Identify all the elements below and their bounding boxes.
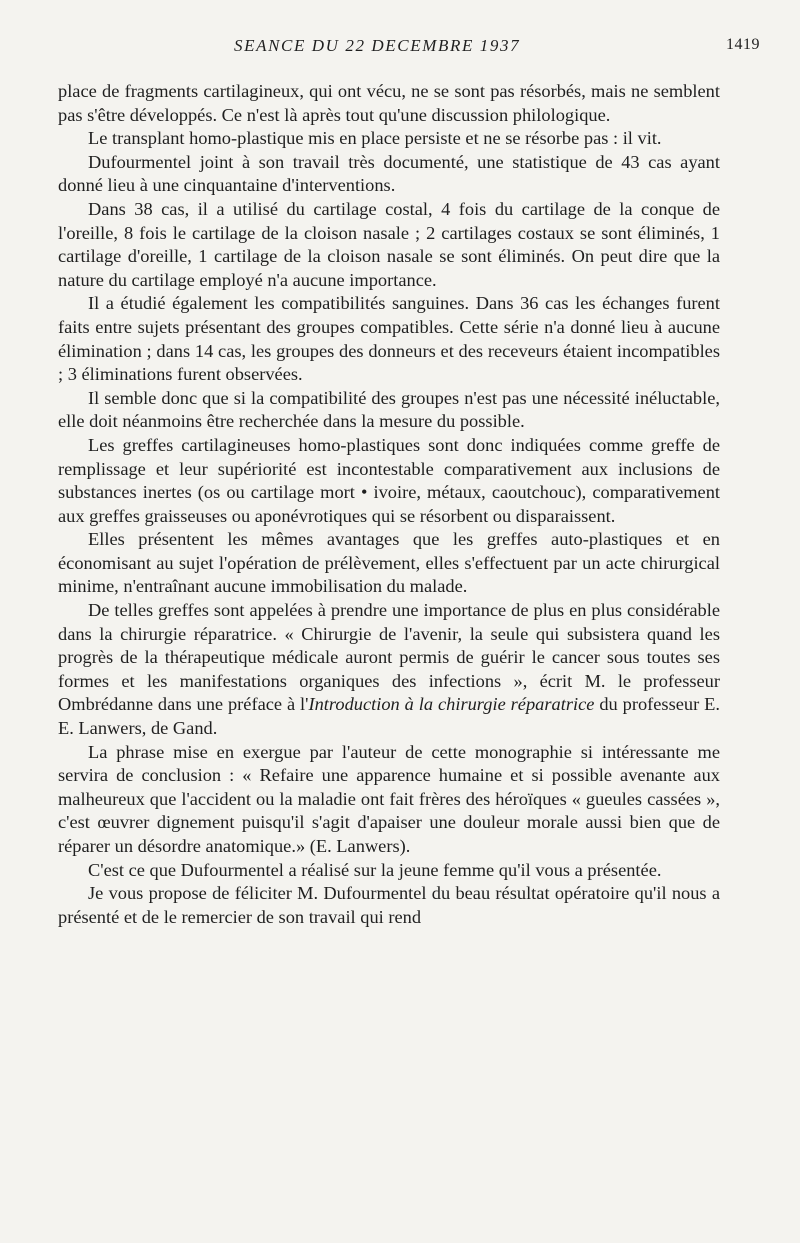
paragraph: Je vous propose de féliciter M. Dufourmentel du beau résultat opératoire qu'il nous a présenté et de le remercier de son travail qui rend	[58, 883, 720, 927]
paragraph: place de fragments cartilagineux, qui ont vécu, ne se sont pas résorbés, mais ne semblent pas s'être développés. Ce n'est là après tout qu'une discussion philologique.	[58, 81, 720, 125]
paragraph: Il a étudié également les compatibilités sanguines. Dans 36 cas les échanges furent faits entre sujets présentant des groupes compatibles. Cette série n'a donné lieu à aucune élimination ; dans 14 cas, les groupes des donneurs et des receveurs étaient incompatibles ; 3 éliminations furent observées.	[58, 293, 720, 385]
paragraph: Dufourmentel joint à son travail très documenté, une statistique de 43 cas ayant donné lieu à une cinquantaine d'interventions.	[58, 151, 720, 196]
running-title: SEANCE DU 22 DECEMBRE 1937	[234, 36, 521, 55]
book-title: Introduction à la chirurgie réparatrice	[308, 694, 595, 715]
paragraph: Dans 38 cas, il a utilisé du cartilage costal, 4 fois du cartilage de la conque de l'oreille, 8 fois le cartilage de la cloison nasale ; 2 cartilages costaux se sont éliminés, 1 cartilage d'oreille, 1 cartilage de la cloison nasale se sont éliminés. On peut dire que la nature du cartilage employé n'a aucune importance.	[58, 198, 720, 290]
paragraph: Il semble donc que si la compatibilité des groupes n'est pas une nécessité inéluctable, elle doit néanmoins être recherchée dans la mesure du possible.	[58, 387, 720, 432]
paragraph: C'est ce que Dufourmentel a réalisé sur la jeune femme qu'il vous a présentée.	[88, 859, 662, 880]
page-number: 1419	[726, 36, 760, 53]
body-text	[58, 80, 720, 929]
paragraph	[58, 599, 720, 741]
paragraph: Les greffes cartilagineuses homo-plastiques sont donc indiquées comme greffe de remplissage et leur supériorité est incontestable comparativement aux inclusions de substances inertes (os ou cartilage mort • ivoire, métaux, caoutchouc), comparativement aux greffes graisseuses ou aponévrotiques qui se résorbent ou disparaissent.	[58, 434, 720, 526]
paragraph-text: De telles greffes sont appelées à prendre une importance de plus en plus considérable dans la chirurgie réparatrice. « Chirurgie de l'avenir, la seule qui subsistera quand les progrès de la thérapeutique médicale auront permis de guérir le cancer sous toutes ses formes et les manifestations organiques des infections », écrit M. le professeur Ombrédanne dans une préface à l'	[58, 600, 720, 715]
page-header	[58, 36, 760, 60]
paragraph: Elles présentent les mêmes avantages que les greffes auto-plastiques et en économisant au sujet l'opération de prélèvement, elles s'effectuent par un acte chirurgical minime, n'entraînant aucune immobilisation du malade.	[58, 529, 720, 597]
paragraph-text: du professeur E. E. Lanwers, de Gand.	[58, 694, 720, 739]
paragraph: La phrase mise en exergue par l'auteur de cette monographie si intéressante me servira de conclusion : « Refaire une apparence humaine et si possible avenante aux malheureux que l'accident ou la maladie ont fait frères des héroïques « gueules cassées », c'est œuvrer dignement puisqu'il s'agit d'apaiser une douleur morale aussi bien que de réparer un désordre anatomique.» (E. Lanwers).	[58, 741, 720, 856]
paragraph: Le transplant homo-plastique mis en place persiste et ne se résorbe pas : il vit.	[88, 128, 662, 149]
